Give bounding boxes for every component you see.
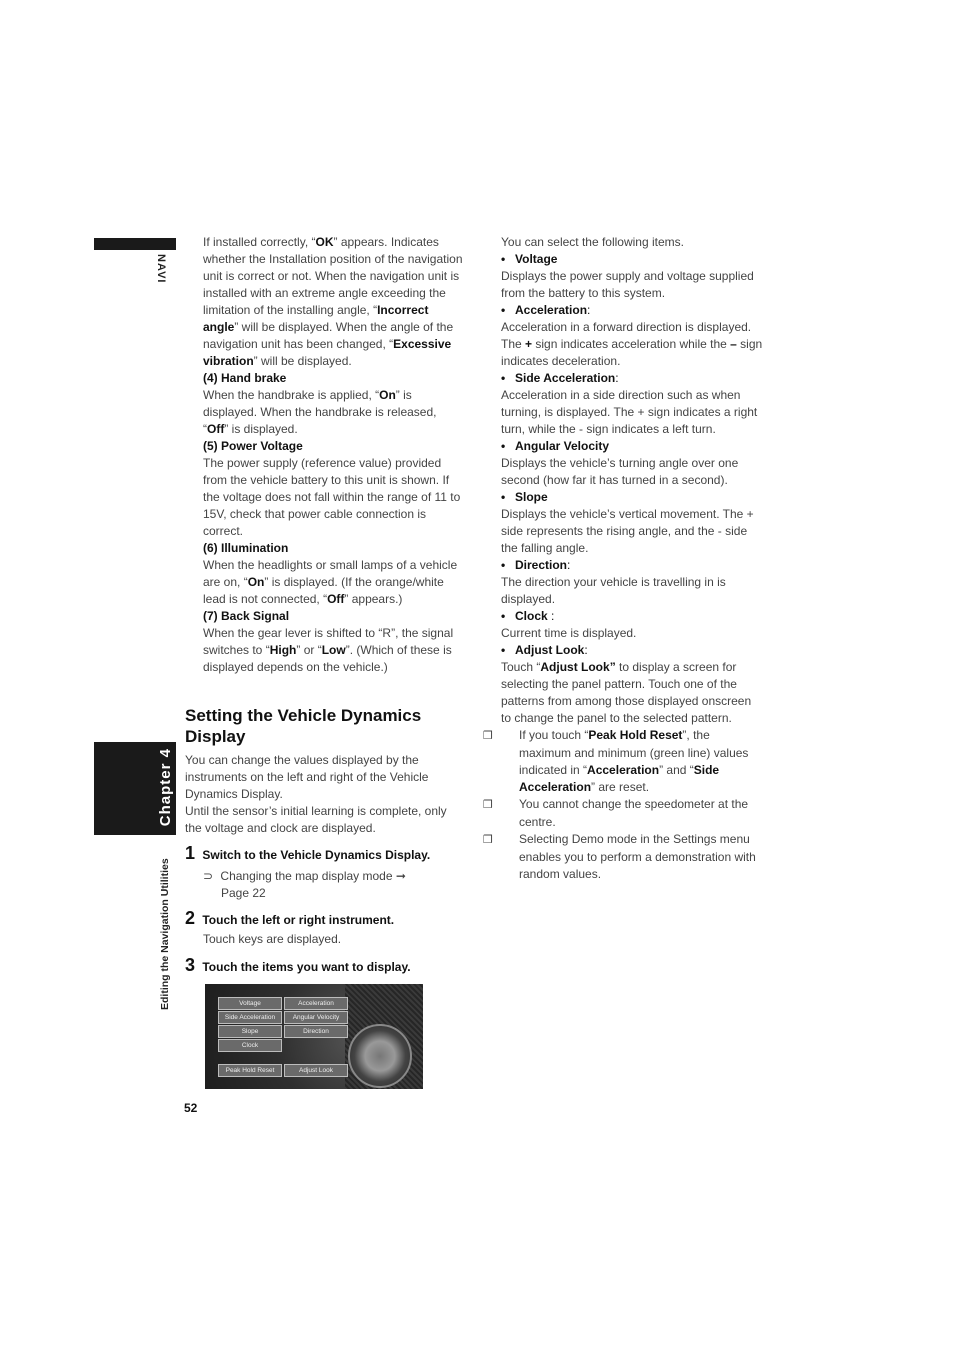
step-1-reference <box>203 868 443 902</box>
note-peak-hold: ❒ If you touch “Peak Hold Reset”, the maximum and minimum (green line) values indicated in “Acceleration” and “Side Acceleration” are reset. <box>483 728 749 794</box>
step-label: Touch the left or right instrument. <box>202 913 395 927</box>
reference-icon: ⊃ <box>203 869 214 883</box>
instrument-dial-icon <box>348 1024 412 1088</box>
note-checkbox-icon: ❒ <box>483 834 493 846</box>
power-voltage-text: The power supply (reference value) provided from the vehicle battery to this unit is shown. If the voltage does not fall within the range of 11 to 15V, check that power cable connection is correct. <box>203 456 461 538</box>
chapter-label: Chapter 4 <box>157 748 174 827</box>
item-voltage: • Voltage <box>501 252 558 266</box>
chapter-tab <box>94 742 176 835</box>
screen-button-side-acceleration: Side Acceleration <box>218 1011 282 1024</box>
step-number: 2 <box>185 908 196 928</box>
illumination-text: When the headlights or small lamps of a vehicle are on, “On” is displayed. (If the orange/white lead is not connected, “Off” appears.) <box>203 558 458 606</box>
step-label: Switch to the Vehicle Dynamics Display. <box>202 848 431 862</box>
item-voltage-desc: Displays the power supply and voltage supplied from the battery to this system. <box>501 269 754 300</box>
note-checkbox-icon: ❒ <box>483 799 493 811</box>
right-intro: You can select the following items. <box>501 235 684 249</box>
hand-brake-text: When the handbrake is applied, “On” is displayed. When the handbrake is released, “Off” is displayed. <box>203 388 437 436</box>
item-slope: • Slope <box>501 490 548 504</box>
hand-brake-heading: (4) Hand brake <box>203 371 287 385</box>
illumination-heading: (6) Illumination <box>203 541 289 555</box>
step-3 <box>185 957 411 976</box>
power-voltage-heading: (5) Power Voltage <box>203 439 303 453</box>
note-demo-mode: ❒ Selecting Demo mode in the Settings menu enables you to perform a demonstration with random values. <box>483 832 756 881</box>
vehicle-dynamics-screenshot <box>205 984 423 1089</box>
item-side-acceleration: • Side Acceleration: <box>501 371 619 385</box>
section-side-label <box>157 842 171 1012</box>
reference-page: Page 22 <box>221 886 266 900</box>
screen-button-acceleration: Acceleration <box>284 997 348 1010</box>
item-direction: • Direction: <box>501 558 571 572</box>
item-clock: • Clock : <box>501 609 555 623</box>
item-slope-desc: Displays the vehicle’s vertical movement. The + side represents the rising angle, and the - side the falling angle. <box>501 507 754 555</box>
screen-button-peak-hold-reset: Peak Hold Reset <box>218 1064 282 1077</box>
step-number: 3 <box>185 955 196 975</box>
side-bar-marker <box>94 238 176 250</box>
section-heading: Setting the Vehicle Dynamics Display <box>185 706 422 746</box>
step-number: 1 <box>185 843 196 863</box>
screen-button-angular-velocity: Angular Velocity <box>284 1011 348 1024</box>
section-body <box>185 752 447 837</box>
page-number: 52 <box>184 1101 198 1115</box>
screen-button-adjust-look: Adjust Look <box>284 1064 348 1077</box>
back-signal-text: When the gear lever is shifted to “R”, the signal switches to “High” or “Low”. (Which of these is displayed depends on the vehicle.) <box>203 626 454 674</box>
section-body-1: You can change the values displayed by the instruments on the left and right of the Vehicle Dynamics Display. <box>185 753 429 801</box>
step-2 <box>185 910 394 929</box>
item-angular-velocity: • Angular Velocity <box>501 439 610 453</box>
step-1 <box>185 845 430 864</box>
back-signal-heading: (7) Back Signal <box>203 609 290 623</box>
screen-button-direction: Direction <box>284 1025 348 1038</box>
right-column <box>483 234 763 883</box>
screen-button-voltage: Voltage <box>218 997 282 1010</box>
step-label: Touch the items you want to display. <box>202 960 411 974</box>
item-clock-desc: Current time is displayed. <box>501 626 637 640</box>
note-checkbox-icon: ❒ <box>483 730 493 742</box>
screen-button-slope: Slope <box>218 1025 282 1038</box>
section-label: Editing the Navigation Utilities <box>159 858 171 1010</box>
intro-paragraph: If installed correctly, “OK” appears. Indicates whether the Installation position of the navigation unit is correct or not. When the navigation unit is installed with an extreme angle exceeding the limitation of the installing angle, “Incorrect angle” will be displayed. When the angle of the navigation unit has been changed, “Excessive vibration” will be displayed. <box>203 235 463 368</box>
item-acceleration-desc: Acceleration in a forward direction is displayed. The + sign indicates acceleration while the – sign indicates deceleration. <box>501 320 763 368</box>
item-adjust-look: • Adjust Look: <box>501 643 588 657</box>
item-angular-velocity-desc: Displays the vehicle’s turning angle over one second (how far it has turned in a second). <box>501 456 739 487</box>
screen-button-clock: Clock <box>218 1039 282 1052</box>
item-adjust-look-desc: Touch “Adjust Look” to display a screen for selecting the panel pattern. Touch one of the patterns from among those displayed onscreen to change the panel to the selected pattern. <box>501 660 752 725</box>
arrow-right-icon: ➞ <box>395 869 406 883</box>
navi-label: NAVI <box>155 254 167 284</box>
navi-tab <box>155 254 169 294</box>
note-speedometer: ❒ You cannot change the speedometer at the centre. <box>483 797 749 829</box>
step-2-sub: Touch keys are displayed. <box>203 932 342 946</box>
item-direction-desc: The direction your vehicle is travelling in is displayed. <box>501 575 726 606</box>
section-body-2: Until the sensor’s initial learning is complete, only the voltage and clock are displayed. <box>185 804 447 835</box>
item-acceleration: • Acceleration: <box>501 303 591 317</box>
reference-text: Changing the map display mode <box>220 869 393 883</box>
left-column <box>203 234 465 676</box>
item-side-acceleration-desc: Acceleration in a side direction such as when turning, is displayed. The + sign indicates a right turn, while the - sign indicates a left turn. <box>501 388 758 436</box>
